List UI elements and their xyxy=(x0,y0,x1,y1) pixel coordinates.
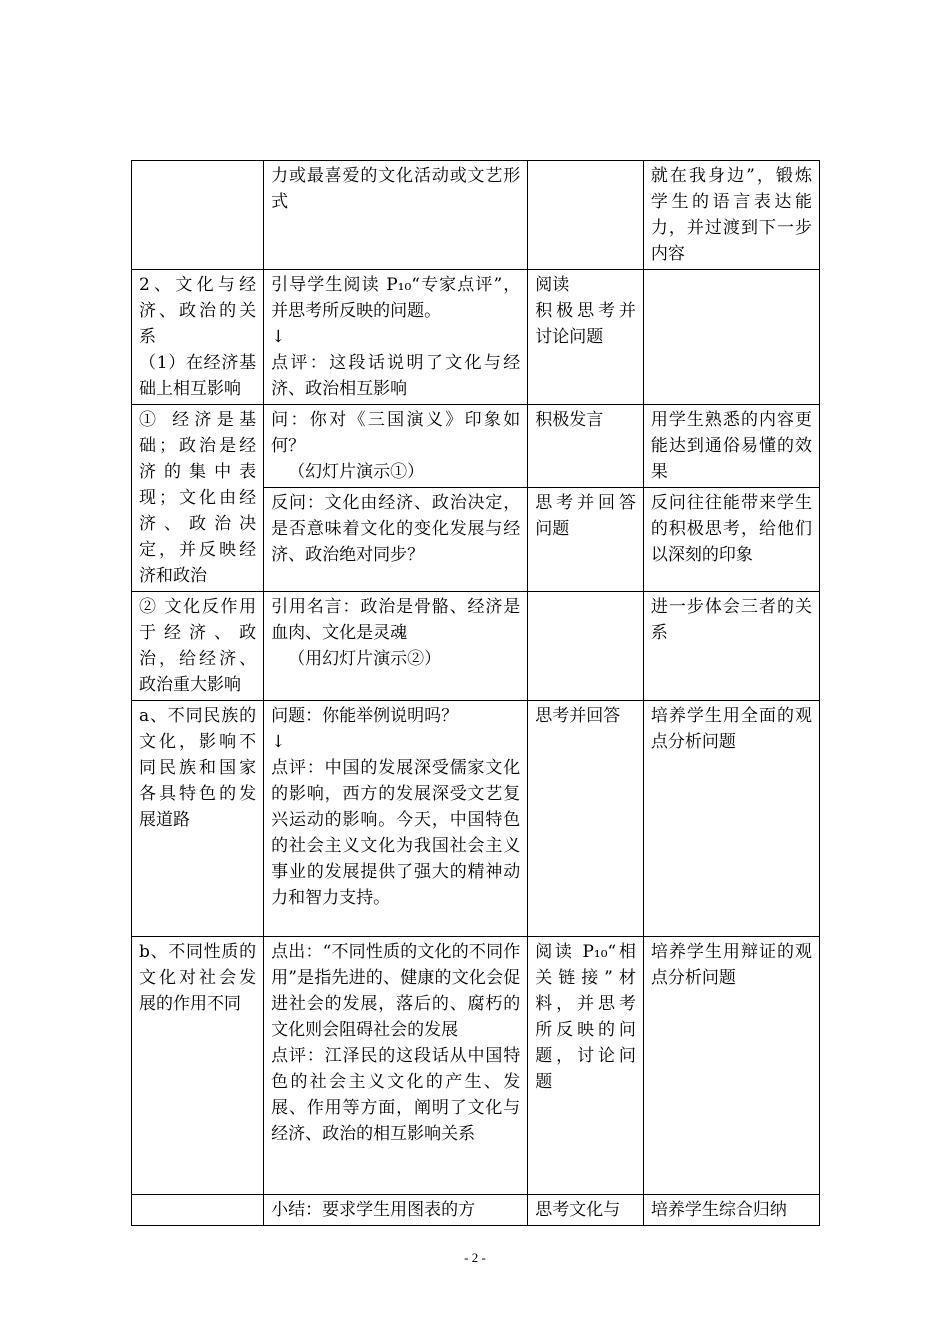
design-intent-cell xyxy=(643,592,819,701)
cell-text: 小结：要求学生用图表的方 xyxy=(271,1200,476,1220)
cell-text: 积极发言 xyxy=(535,410,604,430)
cell-text: 反问往往能带来学生的积极思考，给他们以深刻的印象 xyxy=(650,493,812,565)
table-row xyxy=(132,1195,820,1226)
cell-text: 进一步体会三者的关系 xyxy=(650,597,812,643)
lesson-plan-table xyxy=(131,160,820,1226)
student-activity-cell xyxy=(528,1195,644,1226)
design-intent-cell xyxy=(643,488,819,592)
design-intent-cell xyxy=(643,270,819,405)
design-intent-cell xyxy=(643,405,819,488)
cell-text: 点评：中国的发展深受儒家文化的影响，西方的发展深受文艺复兴运动的影响。今天，中国特色的社会主义文化为我国社会主义事业的发展提供了强大的精神动力和智力支持。 xyxy=(271,758,521,908)
cell-text: 引导学生阅读 P₁₀“专家点评”，并思考所反映的问题。 xyxy=(271,275,521,321)
page-number: - 2 - xyxy=(464,1250,486,1265)
content-cell xyxy=(132,161,264,270)
lesson-plan-body xyxy=(132,161,820,1226)
cell-text: 思考并回答问题 xyxy=(535,493,636,539)
teacher-activity-cell xyxy=(264,161,528,270)
student-activity-cell xyxy=(528,161,644,270)
teacher-activity-cell xyxy=(264,592,528,701)
student-activity-cell xyxy=(528,488,644,592)
cell-text: 用学生熟悉的内容更能达到通俗易懂的效果 xyxy=(650,410,812,482)
cell-text: 思考文化与 xyxy=(535,1200,621,1220)
cell-text: 点出：“不同性质的文化的不同作用”是指先进的、健康的文化会促进社会的发展，落后的、腐朽的文化则会阻碍社会的发展 xyxy=(271,942,521,1040)
table-row xyxy=(132,405,820,488)
content-cell xyxy=(132,592,264,701)
cell-text: b、不同性质的文化对社会发展的作用不同 xyxy=(139,942,257,1014)
content-cell xyxy=(132,1195,264,1226)
student-activity-cell xyxy=(528,937,644,1195)
cell-text: 问：你对《三国演义》印象如何？ xyxy=(271,410,521,456)
cell-text: ↓ xyxy=(271,732,286,752)
content-cell xyxy=(132,405,264,592)
cell-text: ① 经济是基础；政治是经济的集中表现；文化由经济、政治决定，并反映经济和政治 xyxy=(139,410,257,586)
cell-text: 点评：江泽民的这段话从中国特色的社会主义文化的产生、发展、作用等方面，阐明了文化与经济、政治的相互影响关系 xyxy=(271,1046,521,1144)
design-intent-cell xyxy=(643,937,819,1195)
cell-text: 阅读 P₁₀“相关链接”材料，并思考所反映的问题，讨论问题 xyxy=(535,942,636,1092)
cell-text: 培养学生用全面的观点分析问题 xyxy=(650,706,812,752)
content-cell xyxy=(132,937,264,1195)
cell-text: a、不同民族的文化，影响不同民族和国家各具特色的发展道路 xyxy=(139,706,257,830)
cell-text: 问题：你能举例说明吗？ xyxy=(271,706,459,726)
teacher-activity-cell xyxy=(264,488,528,592)
table-row xyxy=(132,701,820,937)
cell-text: （用幻灯片演示②） xyxy=(288,649,442,669)
teacher-activity-cell xyxy=(264,270,528,405)
cell-text: ↓ xyxy=(271,327,286,347)
cell-text: 积极思考并讨论问题 xyxy=(535,301,636,347)
table-row xyxy=(132,937,820,1195)
content-cell xyxy=(132,701,264,937)
student-activity-cell xyxy=(528,270,644,405)
cell-text: 点评：这段话说明了文化与经济、政治相互影响 xyxy=(271,353,521,399)
cell-text: 2、文化与经济、政治的关系 xyxy=(139,275,257,347)
table-row xyxy=(132,592,820,701)
student-activity-cell xyxy=(528,701,644,937)
table-row xyxy=(132,161,820,270)
student-activity-cell xyxy=(528,592,644,701)
student-activity-cell xyxy=(528,405,644,488)
teacher-activity-cell xyxy=(264,405,528,488)
cell-text: ② 文化反作用于经济、政治，给经济、政治重大影响 xyxy=(139,597,257,695)
teacher-activity-cell xyxy=(264,1195,528,1226)
cell-text: 反问：文化由经济、政治决定，是否意味着文化的变化发展与经济、政治绝对同步？ xyxy=(271,493,521,565)
cell-text: 引用名言：政治是骨骼、经济是血肉、文化是灵魂 xyxy=(271,597,521,643)
cell-text: 培养学生综合归纳 xyxy=(650,1200,787,1220)
cell-text: 思考并回答 xyxy=(535,706,621,726)
cell-text: （幻灯片演示①） xyxy=(288,462,425,482)
cell-text: 力或最喜爱的文化活动或文艺形式 xyxy=(271,166,521,212)
teacher-activity-cell xyxy=(264,937,528,1195)
cell-text: （1）在经济基础上相互影响 xyxy=(139,353,257,399)
design-intent-cell xyxy=(643,701,819,937)
cell-text: 就在我身边”，锻炼学生的语言表达能力，并过渡到下一步内容 xyxy=(650,166,812,264)
design-intent-cell xyxy=(643,1195,819,1226)
content-cell xyxy=(132,270,264,405)
teacher-activity-cell xyxy=(264,701,528,937)
table-row xyxy=(132,270,820,405)
cell-text: 阅读 xyxy=(535,275,570,295)
design-intent-cell xyxy=(643,161,819,270)
cell-text: 培养学生用辩证的观点分析问题 xyxy=(650,942,812,988)
